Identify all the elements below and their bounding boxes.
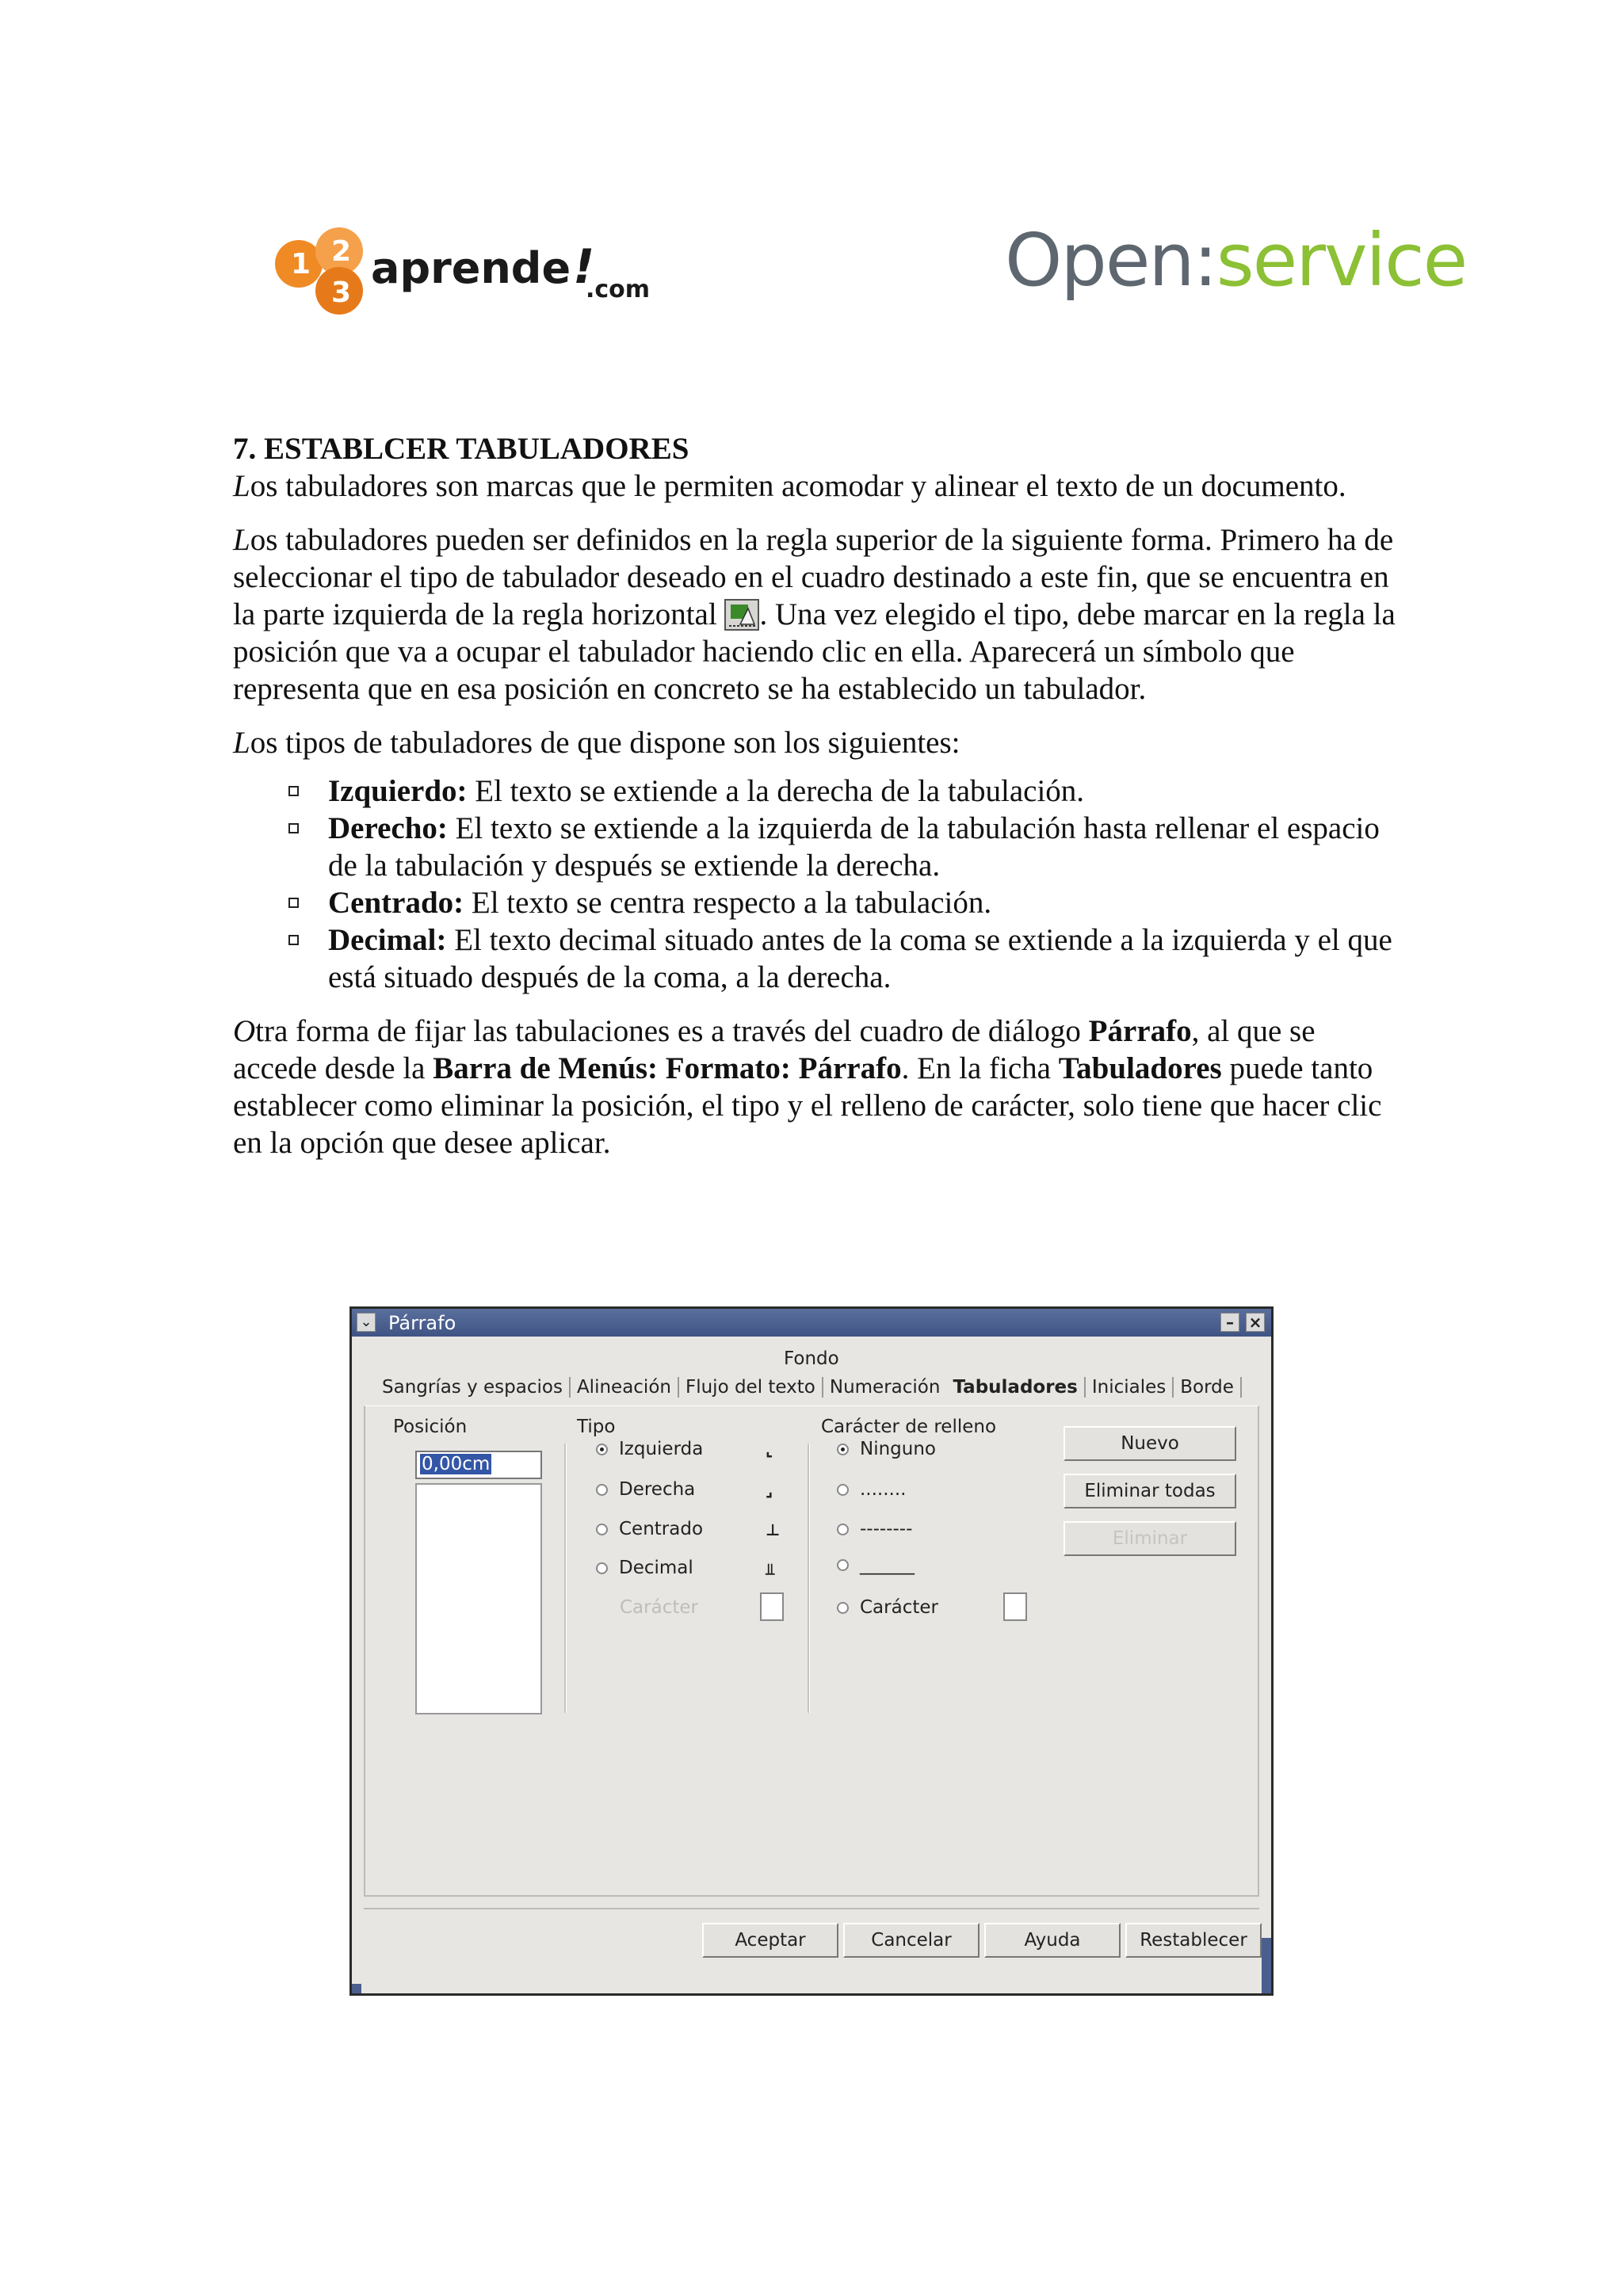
dialog-title: Párrafo	[388, 1312, 456, 1334]
ayuda-button[interactable]: Ayuda	[984, 1923, 1121, 1958]
fill-ninguno-radio[interactable]	[837, 1439, 936, 1459]
close-icon[interactable]: ×	[1246, 1313, 1265, 1332]
paragraph-dialog	[349, 1306, 1274, 1996]
eliminar-button[interactable]: Eliminar	[1064, 1521, 1236, 1556]
fill-character-radio[interactable]	[837, 1597, 938, 1618]
fill-dots-radio[interactable]	[837, 1479, 907, 1500]
radio-dot	[596, 1444, 608, 1455]
paragraph-text: tra forma de fijar las tabulaciones es a través del cuadro de diálogo	[255, 1014, 1089, 1048]
bullet-box-icon	[288, 898, 299, 908]
window-corner	[352, 1984, 361, 1993]
radio-dot	[837, 1484, 849, 1496]
tab-left-icon: ⌞	[766, 1440, 773, 1459]
window-edge	[1262, 1938, 1271, 1993]
drop-letter: O	[233, 1014, 256, 1048]
openservice-logo	[1005, 218, 1467, 303]
tab-types-list	[233, 772, 1398, 996]
svg-text:!: !	[573, 239, 595, 295]
logo-digit-3: 3	[331, 277, 352, 309]
tab-iniciales[interactable]: Iniciales	[1084, 1377, 1174, 1398]
drop-letter: L	[233, 523, 250, 557]
list-item	[328, 884, 1398, 921]
logo-colon-text: :	[1193, 218, 1216, 303]
drop-letter: L	[233, 469, 250, 503]
nuevo-button[interactable]: Nuevo	[1064, 1426, 1236, 1461]
aprende-logo	[272, 227, 668, 315]
tab-flujo-texto[interactable]: Flujo del texto	[679, 1377, 823, 1398]
position-value: 0,00cm	[422, 1454, 491, 1474]
fill-label: Carácter de relleno	[821, 1417, 997, 1437]
radio-dot	[837, 1524, 849, 1535]
eliminar-todas-button[interactable]: Eliminar todas	[1064, 1474, 1236, 1508]
paragraph-bold: Párrafo	[1088, 1014, 1192, 1048]
aprende-logo-graphic	[272, 227, 668, 315]
logo-aprende-text: aprende	[371, 243, 571, 293]
fill-underscore-radio[interactable]	[837, 1554, 915, 1575]
paragraph-text: os tipos de tabuladores de que dispone son los siguientes:	[250, 726, 960, 760]
type-label: Tipo	[577, 1417, 616, 1437]
radio-label: Ninguno	[860, 1439, 936, 1459]
radio-dot	[596, 1524, 608, 1535]
list-item-text: El texto se extiende a la izquierda de la tabulación hasta rellenar el espacio de la tabulación y después se extiende la derecha.	[328, 811, 1380, 883]
paragraph-text: os tabuladores son marcas que le permiten acomodar y alinear el texto de un documento.	[250, 469, 1346, 503]
paragraph-text: . En la ficha	[901, 1051, 1059, 1085]
logo-digit-2: 2	[331, 235, 352, 268]
list-item-term: Centrado:	[328, 886, 464, 920]
paragraph-text: os tabuladores pueden ser definidos en la regla superior de la siguiente forma. Primero ha de seleccionar el tipo de tabulador deseado en el cuadro destinado a este fin, que se encuentra en la parte izquierda de la regla horizontal	[233, 523, 1394, 631]
radio-label: Decimal	[619, 1558, 693, 1578]
radio-dot	[596, 1562, 608, 1574]
dialog-titlebar[interactable]	[352, 1309, 1271, 1337]
radio-label: ........	[860, 1479, 907, 1500]
tab-borde[interactable]: Borde	[1174, 1377, 1242, 1398]
list-item-term: Izquierdo:	[328, 774, 468, 808]
type-character-label: Carácter	[620, 1597, 698, 1618]
paragraph-1	[233, 467, 1398, 505]
fill-character-field[interactable]	[1003, 1592, 1027, 1621]
radio-label: Carácter	[860, 1597, 938, 1618]
paragraph-2	[233, 521, 1398, 707]
column-divider	[808, 1444, 810, 1713]
tab-tabuladores[interactable]: Tabuladores	[953, 1377, 1078, 1398]
dialog-tabs	[376, 1377, 1242, 1398]
cancelar-button[interactable]: Cancelar	[843, 1923, 980, 1958]
radio-label: Derecha	[619, 1479, 696, 1500]
tab-numeracion[interactable]: Numeración	[829, 1377, 941, 1398]
radio-label: ______	[860, 1554, 915, 1575]
drop-letter: L	[233, 726, 250, 760]
list-item	[328, 772, 1398, 810]
section-heading: 7. ESTABLCER TABULADORES	[233, 432, 689, 466]
radio-label: Izquierda	[619, 1439, 704, 1459]
tab-center-icon: ⊥	[766, 1520, 781, 1539]
position-label: Posición	[393, 1417, 468, 1437]
paragraph-text: , al que se accede desde la	[233, 1014, 1316, 1085]
radio-dot	[596, 1484, 608, 1496]
aceptar-button[interactable]: Aceptar	[702, 1923, 838, 1958]
type-character-field[interactable]	[760, 1592, 784, 1621]
logo-open-text: Open	[1005, 218, 1193, 303]
bottom-divider	[364, 1908, 1259, 1909]
radio-dot	[837, 1444, 849, 1455]
radio-dot	[837, 1602, 849, 1614]
restablecer-button[interactable]: Restablecer	[1125, 1923, 1262, 1958]
paragraph-3	[233, 724, 1398, 761]
paragraph-bold: Barra de Menús: Formato: Párrafo	[433, 1051, 902, 1085]
tab-selector-icon	[724, 599, 759, 631]
logo-service-text: service	[1216, 218, 1467, 303]
logo-com-text: .com	[586, 276, 651, 303]
tab-fondo[interactable]: Fondo	[784, 1348, 839, 1369]
position-list[interactable]	[415, 1483, 542, 1714]
logo-digit-1: 1	[291, 248, 311, 280]
column-divider	[564, 1444, 567, 1713]
paragraph-text: puede tanto establecer como eliminar la posición, el tipo y el relleno de carácter, solo tiene que hacer clic en la opción que desee aplicar.	[233, 1051, 1382, 1160]
tab-right-icon: ⌟	[766, 1481, 773, 1500]
radio-dot	[837, 1559, 849, 1571]
bullet-box-icon	[288, 786, 299, 796]
paragraph-bold: Tabuladores	[1058, 1051, 1222, 1085]
position-input[interactable]	[415, 1451, 542, 1479]
paragraph-text: . Una vez elegido el tipo, debe marcar en la regla la posición que va a ocupar el tabulador haciendo clic en ella. Aparecerá un símbolo que representa que en esa posición en concreto se ha establecido un tabulador.	[233, 597, 1396, 706]
tab-sangrias[interactable]: Sangrías y espacios	[376, 1377, 571, 1398]
list-item-term: Decimal:	[328, 923, 447, 957]
list-item	[328, 921, 1398, 996]
tab-alineacion[interactable]: Alineación	[571, 1377, 679, 1398]
bullet-box-icon	[288, 823, 299, 833]
radio-label: Centrado	[619, 1519, 704, 1539]
document-body	[233, 430, 1398, 1178]
radio-label: --------	[860, 1519, 913, 1539]
type-izquierda-radio[interactable]	[596, 1439, 703, 1459]
list-item-term: Derecho:	[328, 811, 448, 845]
type-derecha-radio[interactable]	[596, 1479, 695, 1500]
list-item-text: El texto decimal situado antes de la coma se extiende a la izquierda y el que está situado después de la coma, a la derecha.	[328, 923, 1392, 994]
window-menu-icon[interactable]: ⌄	[357, 1313, 376, 1332]
fill-dashes-radio[interactable]	[837, 1519, 912, 1539]
type-decimal-radio[interactable]	[596, 1558, 693, 1578]
type-centrado-radio[interactable]	[596, 1519, 703, 1539]
tab-decimal-icon: ⫫	[766, 1559, 775, 1578]
list-item	[328, 810, 1398, 884]
list-item-text: El texto se extiende a la derecha de la tabulación.	[467, 774, 1085, 808]
paragraph-4	[233, 1013, 1398, 1161]
list-item-text: El texto se centra respecto a la tabulación.	[464, 886, 992, 920]
bullet-box-icon	[288, 935, 299, 945]
minimize-icon[interactable]: –	[1220, 1313, 1239, 1332]
